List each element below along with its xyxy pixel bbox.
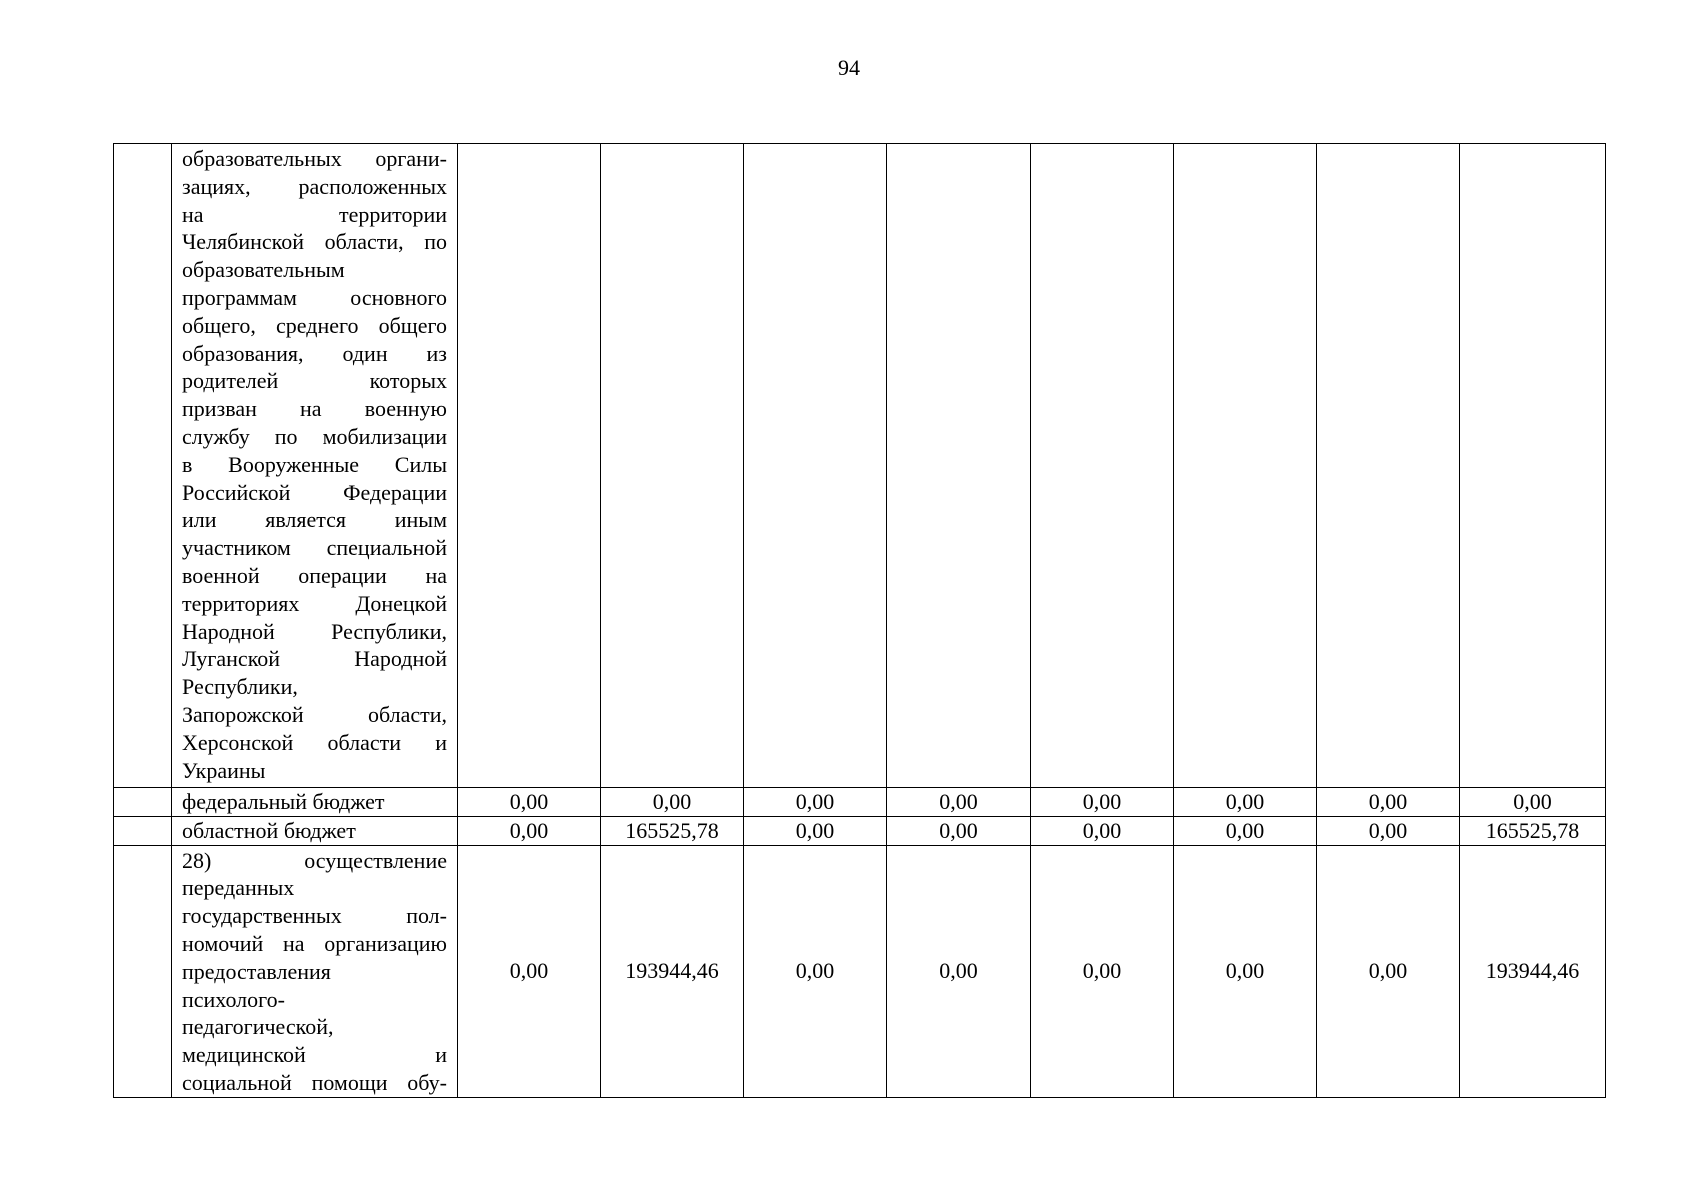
description-line: Луганской Народной — [182, 646, 447, 672]
value-cell: 0,00 — [887, 845, 1031, 1097]
row-number-cell — [114, 845, 172, 1097]
value-cell: 193944,46 — [1460, 845, 1606, 1097]
value-cell: 0,00 — [1317, 788, 1460, 817]
description-cell — [172, 788, 458, 817]
description-line: 28) осуществление — [182, 847, 447, 873]
value-cell: 165525,78 — [1460, 816, 1606, 845]
description-line: или является иным — [182, 507, 447, 533]
value-cell — [744, 144, 887, 788]
description-line: участником специальной — [182, 535, 447, 561]
description-line: переданных — [182, 875, 295, 901]
description-line: Херсонской области и — [182, 729, 447, 755]
description-cell — [172, 816, 458, 845]
description-cell — [172, 845, 458, 1097]
value-cell — [1460, 144, 1606, 788]
value-cell: 0,00 — [1174, 788, 1317, 817]
description-line: Украины — [182, 757, 266, 783]
value-cell — [1031, 144, 1174, 788]
description-line: территориях Донецкой — [182, 590, 447, 616]
row-number-cell — [114, 788, 172, 817]
description-text: федеральный бюджет — [182, 789, 385, 814]
value-cell: 0,00 — [458, 788, 601, 817]
description-line: Республики, — [182, 674, 298, 700]
description-line: Челябинской области, по — [182, 229, 447, 255]
description-line: на территории — [182, 201, 447, 227]
description-line: предоставления — [182, 958, 331, 984]
description-line: службу по мобилизации — [182, 423, 447, 449]
value-cell: 0,00 — [744, 816, 887, 845]
value-cell — [1174, 144, 1317, 788]
description-line: государственных пол- — [182, 903, 447, 929]
value-cell: 0,00 — [744, 788, 887, 817]
value-cell: 0,00 — [1174, 845, 1317, 1097]
description-line: Российской Федерации — [182, 479, 447, 505]
description-cell — [172, 144, 458, 788]
value-cell: 165525,78 — [601, 816, 744, 845]
description-line: педагогической, — [182, 1014, 334, 1040]
table-row — [114, 816, 1606, 845]
description-line: социальной помощи обу- — [182, 1069, 447, 1095]
row-number-cell — [114, 144, 172, 788]
description-text: областной бюджет — [182, 817, 356, 843]
description-line: родителей которых — [182, 368, 447, 394]
row-number-cell — [114, 816, 172, 845]
value-cell: 0,00 — [744, 845, 887, 1097]
description-line: зациях, расположенных — [182, 173, 447, 199]
value-cell: 0,00 — [601, 788, 744, 817]
value-cell — [601, 144, 744, 788]
description-line: образовательным — [182, 257, 345, 283]
value-cell: 0,00 — [1031, 845, 1174, 1097]
description-line: Запорожской области, — [182, 701, 447, 727]
value-cell: 0,00 — [458, 845, 601, 1097]
value-cell — [1317, 144, 1460, 788]
description-line: образовательных органи- — [182, 146, 447, 171]
description-line: номочий на организацию — [182, 930, 447, 956]
description-line: медицинской и — [182, 1042, 447, 1068]
table-row — [114, 845, 1606, 1097]
value-cell: 193944,46 — [601, 845, 744, 1097]
table-row — [114, 788, 1606, 817]
value-cell — [458, 144, 601, 788]
description-line: военной операции на — [182, 562, 447, 588]
description-line: психолого- — [182, 986, 285, 1012]
value-cell: 0,00 — [1174, 816, 1317, 845]
description-line: образования, один из — [182, 340, 447, 366]
description-line: программам основного — [182, 284, 447, 310]
table-row — [114, 144, 1606, 788]
value-cell: 0,00 — [1317, 816, 1460, 845]
value-cell: 0,00 — [887, 816, 1031, 845]
description-line: Народной Республики, — [182, 618, 447, 644]
value-cell: 0,00 — [1031, 788, 1174, 817]
description-line: призван на военную — [182, 396, 447, 422]
description-line: общего, среднего общего — [182, 312, 447, 338]
page-number: 94 — [838, 55, 860, 80]
value-cell: 0,00 — [887, 788, 1031, 817]
value-cell: 0,00 — [1031, 816, 1174, 845]
description-line: в Вооруженные Силы — [182, 451, 447, 477]
value-cell — [887, 144, 1031, 788]
value-cell: 0,00 — [1317, 845, 1460, 1097]
value-cell: 0,00 — [1460, 788, 1606, 817]
value-cell: 0,00 — [458, 816, 601, 845]
budget-table — [113, 143, 1606, 1098]
